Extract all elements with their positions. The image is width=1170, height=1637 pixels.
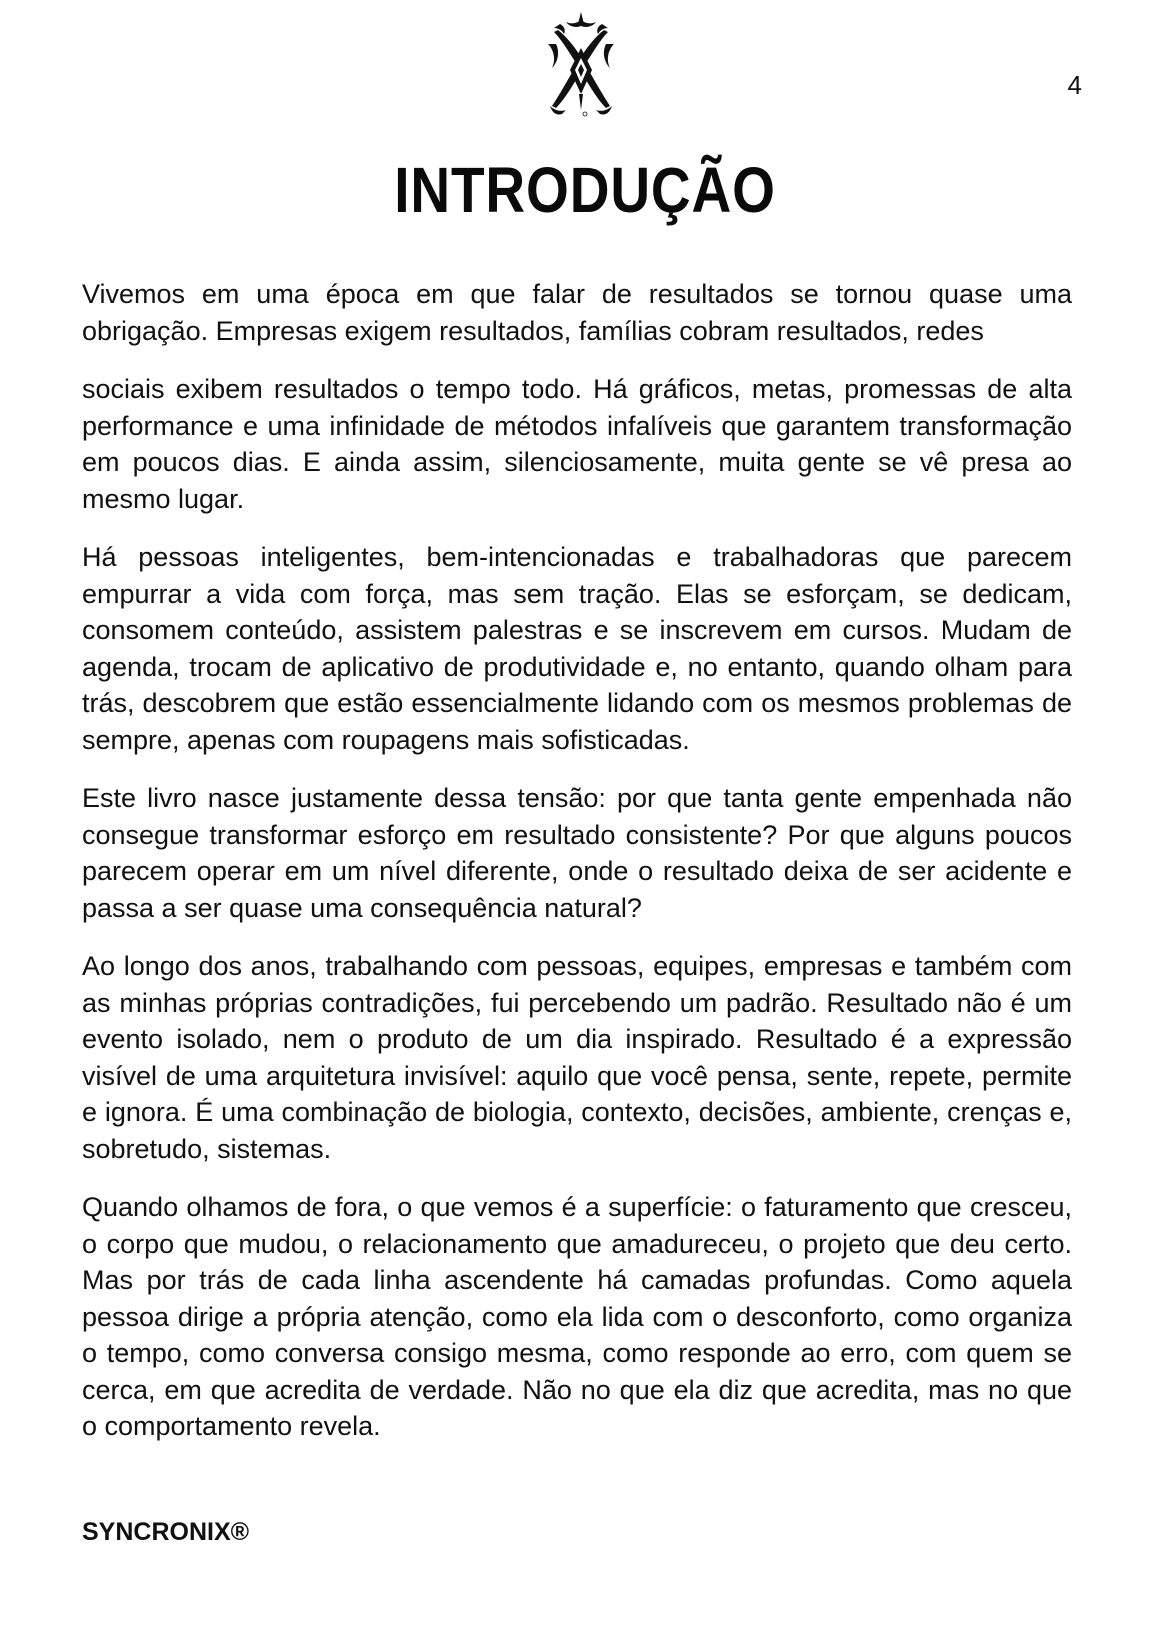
page-title: INTRODUÇÃO xyxy=(394,154,776,226)
paragraph: Ao longo dos anos, trabalhando com pessoas, equipes, empresas e também com as minhas próprias contradições, fui percebendo um padrão. Resultado não é um evento isolado, nem o produto de um dia inspirado. Resultado é a expressão visível de uma arquitetura invisível: aquilo que você pensa, sente, repete, permite e ignora. É uma combinação de biologia, contexto, decisões, ambiente, crenças e, sobretudo, sistemas. xyxy=(82,951,1072,1164)
paragraph: Há pessoas inteligentes, bem-intencionadas e trabalhadoras que parecem empurrar a vida com força, mas sem tração. Elas se esforçam, se dedicam, consomem conteúdo, assistem palestras e se inscrevem em cursos. Mudam de agenda, trocam de aplicativo de produtividade e, no entanto, quando olham para trás, descobrem que estão essencialmente lidando com os mesmos problemas de sempre, apenas com roupagens mais sofisticadas. xyxy=(82,542,1072,755)
body-text xyxy=(82,276,1072,1467)
paragraph: Quando olhamos de fora, o que vemos é a superfície: o faturamento que cresceu, o corpo que mudou, o relacionamento que amadureceu, o projeto que deu certo. Mas por trás de cada linha ascendente há camadas profundas. Como aquela pessoa dirige a própria atenção, como ela lida com o desconforto, como organiza o tempo, como conversa consigo mesma, como responde ao erro, com quem se cerca, em que acredita de verdade. Não no que ela diz que acredita, mas no que o comportamento revela. xyxy=(82,1192,1072,1441)
page-number: 4 xyxy=(1067,70,1082,100)
ornamental-crown-emblem-icon xyxy=(540,10,622,118)
paragraph: Vivemos em uma época em que falar de resultados se tornou quase uma obrigação. Empresas exigem resultados, famílias cobram resultados, redes xyxy=(82,279,1072,346)
footer-brand: SYNCRONIX® xyxy=(82,1518,250,1546)
paragraph: Este livro nasce justamente dessa tensão: por que tanta gente empenhada não consegue transformar esforço em resultado consistente? Por que alguns poucos parecem operar em um nível diferente, onde o resultado deixa de ser acidente e passa a ser quase uma consequência natural? xyxy=(82,783,1072,923)
paragraph: sociais exibem resultados o tempo todo. Há gráficos, metas, promessas de alta performance e uma infinidade de métodos infalíveis que garantem transformação em poucos dias. E ainda assim, silenciosamente, muita gente se vê presa ao mesmo lugar. xyxy=(82,374,1072,514)
